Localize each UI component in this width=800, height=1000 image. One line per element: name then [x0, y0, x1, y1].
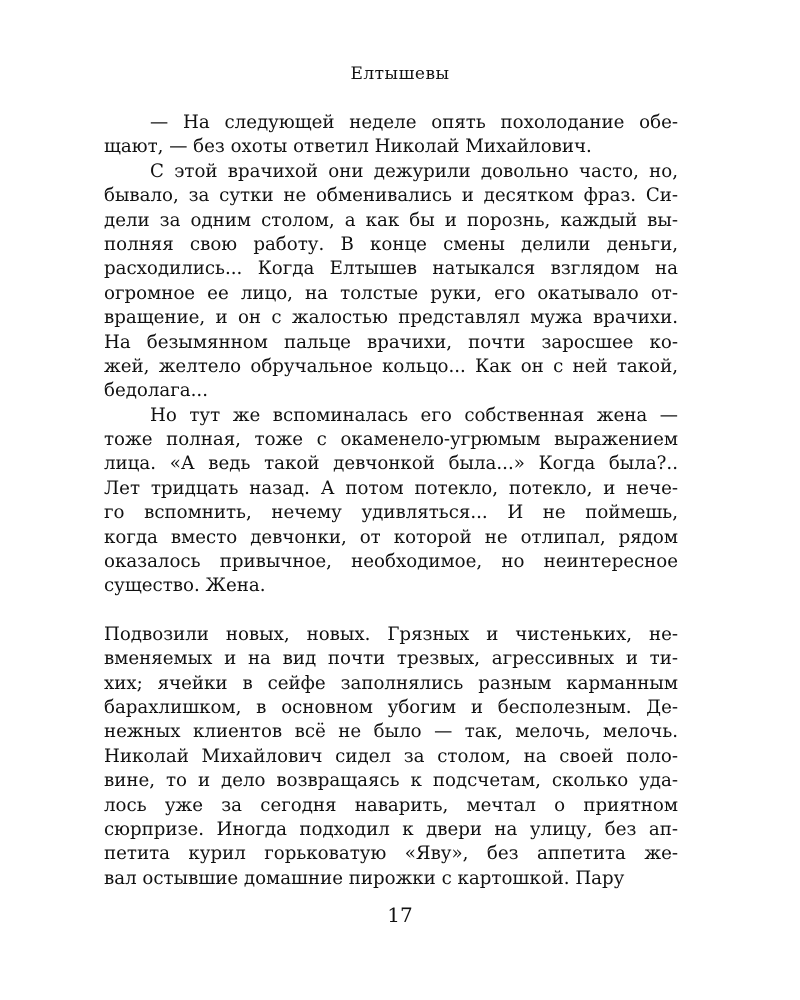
text-line: петита курил горьковатую «Яву», без аппетита же-: [104, 843, 678, 865]
text-line: го вспомнить, нечему удивляться... И не поймешь,: [104, 502, 678, 524]
text-line: щают, — без охоты ответил Николай Михайлович.: [104, 136, 592, 158]
running-head: Елтышевы: [350, 64, 450, 84]
text-line: Подвозили новых, новых. Грязных и чистеньких, не-: [104, 623, 678, 645]
text-line: существо. Жена.: [104, 575, 266, 597]
text-line: когда вместо девчонки, от которой не отлипал, рядом: [104, 526, 678, 548]
paragraph: [104, 404, 678, 599]
text-line: оказалось привычное, необходимое, но неинтересное: [104, 551, 678, 573]
text-line: Но тут же вспоминалась его собственная жена —: [150, 404, 678, 426]
text-line: вал остывшие домашние пирожки с картошкой. Пару: [104, 867, 625, 889]
text-line: Николай Михайлович сидел за столом, на своей поло-: [104, 745, 678, 767]
body-text: [104, 111, 678, 891]
paragraph: [104, 111, 678, 160]
paragraph: [104, 160, 678, 404]
text-line: вращение, и он с жалостью представлял мужа врачихи.: [104, 307, 678, 329]
text-line: бедолага...: [104, 380, 208, 402]
paragraph: [104, 623, 678, 891]
text-line: лица. «А ведь такой девчонкой была...» Когда была?..: [104, 453, 678, 475]
text-line: дели за одним столом, а как бы и порознь, каждый вы-: [104, 209, 678, 231]
text-line: сюрпризе. Иногда подходил к двери на улицу, без ап-: [104, 818, 678, 840]
text-line: жей, желтело обручальное кольцо... Как он с ней такой,: [104, 355, 678, 377]
text-line: бывало, за сутки не обменивались и десятком фраз. Си-: [104, 185, 678, 207]
text-line: С этой врачихой они дежурили довольно часто, но,: [150, 160, 678, 182]
text-line: Лет тридцать назад. А потом потекло, потекло, и нече-: [104, 477, 678, 499]
text-line: нежных клиентов всё не было — так, мелочь, мелочь.: [104, 721, 678, 743]
section-break: [104, 599, 678, 623]
text-line: На безымянном пальце врачихи, почти заросшее ко-: [104, 331, 678, 353]
text-line: — На следующей неделе опять похолодание обе-: [150, 112, 678, 133]
text-line: вине, то и дело возвращаясь к подсчетам, сколько уда-: [104, 770, 678, 792]
text-line: вменяемых и на вид почти трезвых, агрессивных и ти-: [104, 648, 678, 670]
text-line: огромное ее лицо, на толстые руки, его окатывало от-: [104, 282, 678, 304]
text-line: барахлишком, в основном убогим и бесполезным. Де-: [104, 696, 678, 718]
page-number: 17: [387, 903, 413, 927]
text-line: расходились... Когда Елтышев натыкался взглядом на: [104, 258, 678, 280]
text-line: полняя свою работу. В конце смены делили деньги,: [104, 233, 678, 255]
text-line: тоже полная, тоже с окаменело-угрюмым выражением: [104, 429, 678, 451]
text-line: хих; ячейки в сейфе заполнялись разным карманным: [104, 672, 678, 694]
text-line: лось уже за сегодня наварить, мечтал о приятном: [104, 794, 678, 816]
